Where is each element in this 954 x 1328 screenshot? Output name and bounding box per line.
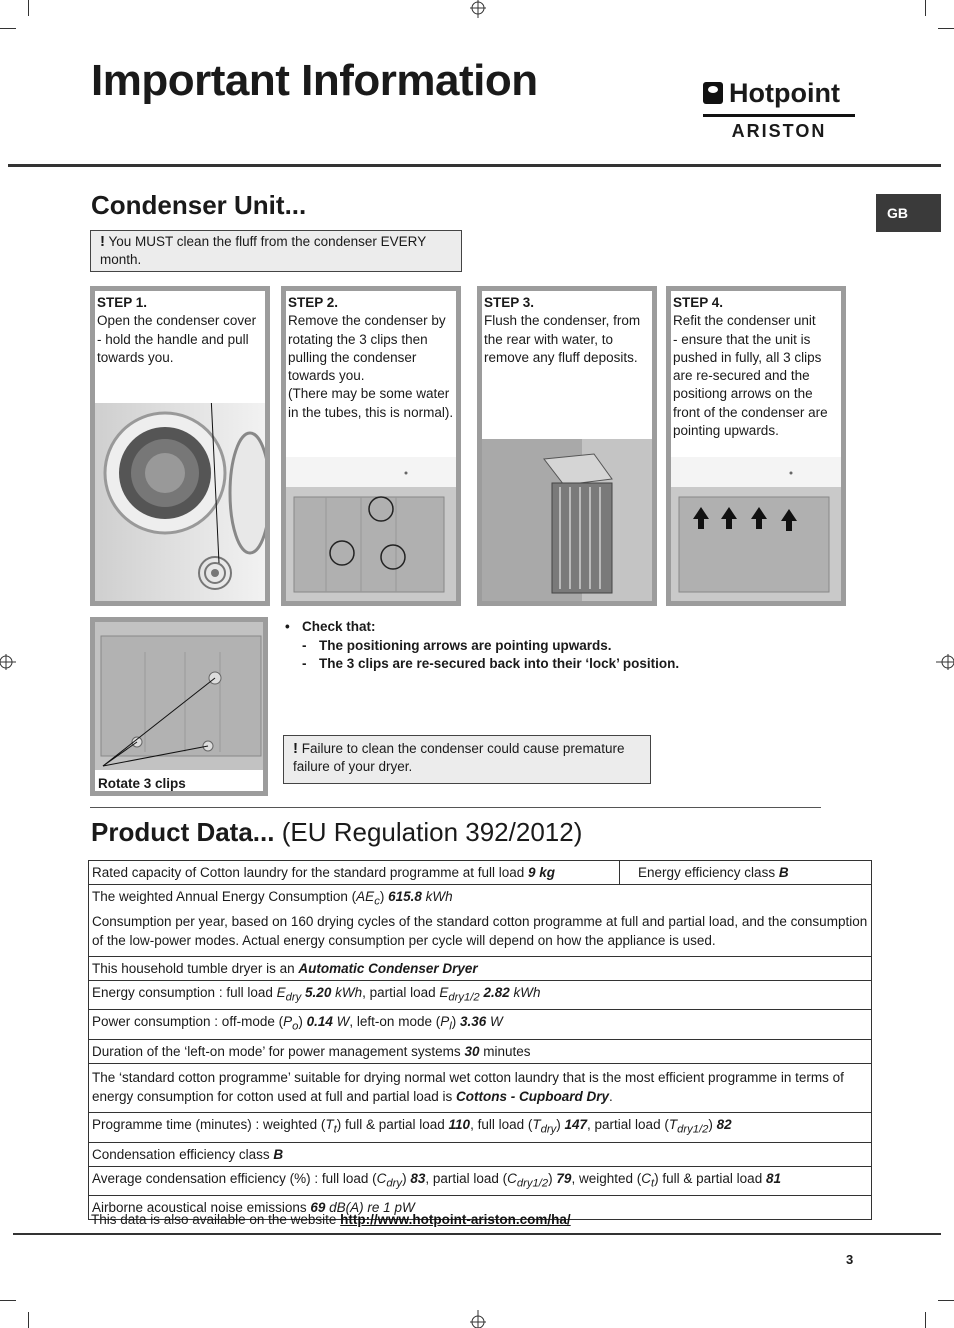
brand-name: Hotpoint	[729, 78, 840, 108]
table-row: Rated capacity of Cotton laundry for the standard programme at full load 9 kg Energy efficiency class B	[89, 861, 872, 885]
step-title: STEP 1.	[97, 295, 148, 310]
step-text: Remove the condenser by rotating the 3 clips then pulling the condenser towards you. (There may be some water in the tubes, this is normal).	[288, 313, 454, 420]
hotpoint-logo-icon	[703, 82, 723, 104]
website-link[interactable]: http://www.hotpoint-ariston.com/ha/	[340, 1212, 571, 1227]
step-1-panel	[90, 286, 270, 606]
divider	[8, 164, 941, 167]
condenser-heading: Condenser Unit...	[91, 190, 307, 220]
language-tab: GB	[876, 194, 941, 232]
crop-mark	[0, 1300, 16, 1301]
registration-mark	[936, 652, 954, 672]
footer-note: This data is also available on the website http://www.hotpoint-ariston.com/ha/	[91, 1212, 571, 1227]
crop-mark	[938, 1300, 954, 1301]
page-title: Important Information	[91, 56, 538, 105]
table-row: Average condensation efficiency (%) : full load $(C_{dry})$ 83, partial load $(C_{dry1/2})$ 79, weighted $(C_t)$ full & partial load 81	[89, 1166, 872, 1196]
crop-mark	[925, 1312, 926, 1328]
brand-logo	[703, 78, 855, 142]
condenser-clips-photo	[286, 457, 456, 601]
crop-mark	[0, 28, 16, 29]
warning-note	[90, 230, 462, 272]
rotate-clips-label: Rotate 3 clips	[98, 776, 186, 791]
refit-condenser-photo	[671, 457, 841, 601]
step-text: Open the condenser cover - hold the handle and pull towards you.	[97, 313, 257, 365]
table-row: Power consumption : off-mode $(P_o)$ 0.14 W, left-on mode $(P_l)$ 3.36 W	[89, 1010, 872, 1040]
table-row: Programme time (minutes) : weighted $(T_t)$ full & partial load 110, full load $(T_{dry})$ 147, partial load $(T_{dry1/2})$ 82	[89, 1113, 872, 1143]
table-row: Airborne acoustical noise emissions 69 dB(A) re 1 pW	[89, 1196, 872, 1220]
table-row: Energy consumption : full load $E_{dry}$ 5.20 kWh, partial load $E_{dry1/2}$ 2.82 kWh	[89, 980, 872, 1010]
product-data-heading: Product Data... (EU Regulation 392/2012)	[91, 817, 583, 847]
step-3-panel	[477, 286, 657, 606]
warning-icon: !	[293, 740, 298, 757]
table-row: Condensation efficiency class B	[89, 1142, 872, 1166]
failure-text: Failure to clean the condenser could cause premature failure of your dryer.	[293, 741, 625, 774]
table-row: The ‘standard cotton programme’ suitable for drying normal wet cotton laundry that is the most efficient programme in terms of energy consumption for cotton used at full and partial load is Cottons - Cupboard Dry.	[89, 1064, 872, 1113]
check-list	[285, 618, 679, 674]
brand-sub: ARISTON	[731, 121, 827, 141]
flush-condenser-photo	[482, 439, 652, 601]
step-title: STEP 4.	[673, 295, 724, 310]
crop-mark	[938, 28, 954, 29]
divider	[90, 807, 821, 808]
step-4-panel	[666, 286, 846, 606]
divider	[13, 1233, 941, 1235]
step-text: Flush the condenser, from the rear with water, to remove any fluff deposits.	[484, 313, 641, 365]
table-row: This household tumble dryer is an Automatic Condenser Dryer	[89, 956, 872, 980]
step-title: STEP 2.	[288, 295, 339, 310]
warning-text: You MUST clean the fluff from the condenser EVERY month.	[100, 234, 426, 267]
failure-note	[283, 735, 651, 784]
crop-mark	[28, 0, 29, 16]
dryer-door-photo	[95, 403, 265, 601]
check-title: • Check that:	[285, 618, 679, 637]
rotate-clips-photo	[95, 622, 263, 770]
rotate-clips-panel	[90, 617, 268, 796]
step-text: Refit the condenser unit - ensure that the unit is pushed in fully, all 3 clips are re-secured and the positiong arrows on the front of the condenser are pointing upwards.	[673, 313, 828, 439]
page-number: 3	[846, 1252, 854, 1267]
registration-mark	[0, 652, 16, 672]
table-row: Duration of the ‘left-on mode’ for power management systems 30 minutes	[89, 1040, 872, 1064]
table-row: The weighted Annual Energy Consumption $(AE_c)$ 615.8 kWh Consumption per year, based on 160 drying cycles of the standard cotton programme at full and partial load, and the consumption of the low-power modes. Actual energy consumption per cycle will depend on how the appliance is used.	[89, 885, 872, 957]
check-item: - The positioning arrows are pointing upwards.	[302, 637, 612, 653]
warning-icon: !	[100, 233, 105, 250]
crop-mark	[925, 0, 926, 16]
registration-mark	[468, 0, 488, 20]
crop-mark	[28, 1312, 29, 1328]
step-2-panel	[281, 286, 461, 606]
check-item: - The 3 clips are re-secured back into their ‘lock’ position.	[302, 656, 680, 671]
product-data-table	[88, 860, 872, 1220]
step-title: STEP 3.	[484, 295, 535, 310]
registration-mark	[468, 1310, 488, 1328]
